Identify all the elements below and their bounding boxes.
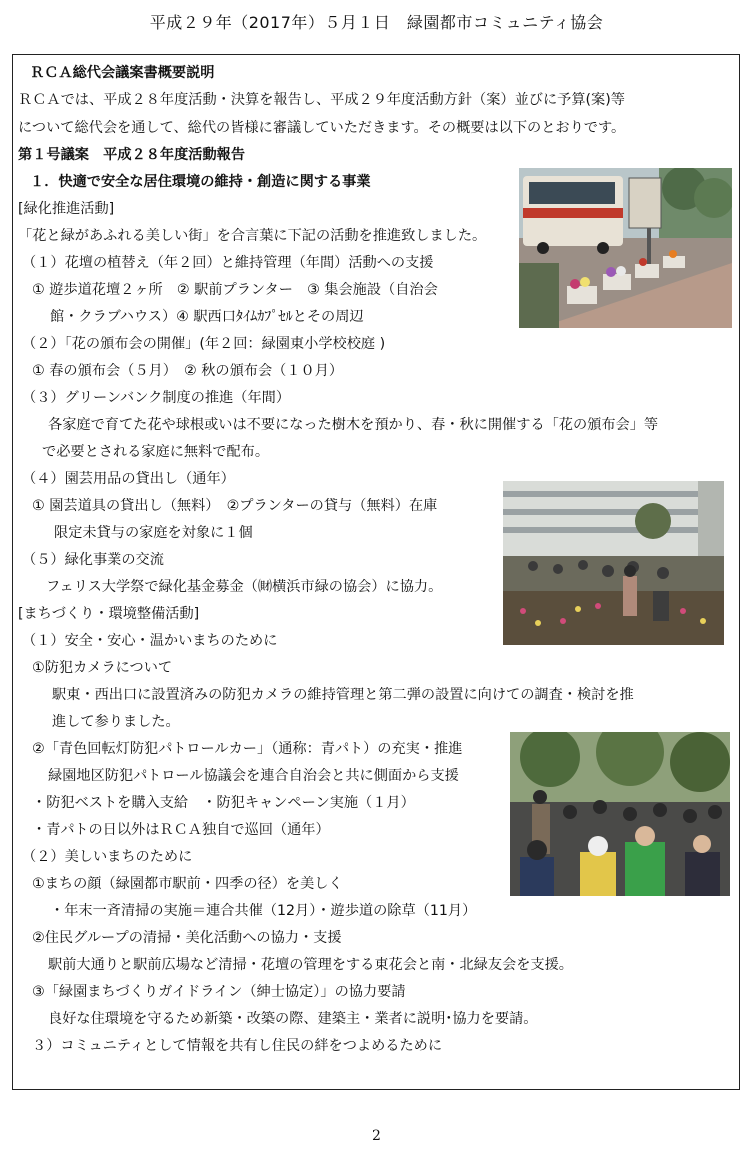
green-bank-desc-2: で必要とされる家庭に無料で配布。 (42, 444, 270, 460)
flower-fair-photo (503, 481, 724, 645)
tool-lending-desc-2: 限定未貸与の家庭を対象に１個 (54, 525, 253, 541)
intro-line-2: について総代会を通して、総代の皆様に審議していただきます。その概要は以下のとおりです。 (18, 120, 626, 136)
item-exchange: （５）緑化事業の交流 (22, 552, 164, 568)
item-station-face: ①まちの顔（緑園都市駅前・四季の径）を美しく (32, 876, 343, 892)
item-patrol-car: ②「青色回転灯防犯パトロールカー」（通称：青パト）の充実・推進 (32, 741, 463, 757)
page-header: 平成２９年（2017年）５月１日 緑園都市コミュニティ協会 (149, 13, 604, 32)
agenda-1-title: 第１号議案 平成２８年度活動報告 (18, 147, 246, 163)
greening-heading: [緑化推進活動] (18, 201, 115, 217)
resident-groups-desc: 駅前大通りと駅前広場など清掃・花壇の管理をする東花会と南・北緑友会を支援。 (48, 957, 573, 973)
patrol-desc-2: ・防犯ベストを購入支給 ・防犯キャンペーン実施（１月） (32, 795, 415, 811)
green-bank-desc-1: 各家庭で育てた花や球根或いは不要になった樹木を預かり、春・秋に開催する「花の頒布会」等 (48, 417, 659, 433)
section-title: ＲＣＡ総代会議案書概要説明 (30, 65, 215, 81)
town-heading: [まちづくり・環境整備活動] (18, 606, 200, 622)
camera-desc-1: 駅東・西出口に設置済みの防犯カメラの維持管理と第二弾の設置に向けての調査・検討を推 (52, 687, 634, 703)
item-beautiful: （２）美しいまちのために (22, 849, 193, 865)
patrol-desc-1: 緑園地区防犯パトロール協議会を連合自治会と共に側面から支援 (48, 768, 459, 784)
item-flower-fair: （２）「花の頒布会の開催」(年２回：緑園東小学校校庭 ) (22, 336, 386, 352)
item-safety: （１）安全・安心・温かいまちのために (22, 633, 278, 649)
item-community-info: ３）コミュニティとして情報を共有し住民の絆をつよめるために (32, 1038, 443, 1054)
greening-slogan: 「花と緑があふれる美しい街」を合言葉に下記の活動を推進致しました。 (18, 228, 487, 244)
project-1-title: １．快適で安全な居住環境の維持・創造に関する事業 (30, 174, 371, 190)
bus-stop-flowers-photo (519, 168, 732, 328)
item-resident-groups: ②住民グループの清掃・美化活動への協力・支援 (32, 930, 342, 946)
item-green-bank: （３）グリーンバンク制度の推進（年間） (22, 390, 291, 406)
item-camera: ①防犯カメラについて (32, 660, 173, 676)
item-flowerbed-sites-1: ① 遊歩道花壇２ヶ所 ② 駅前プランター ③ 集会施設（自治会 (32, 282, 438, 298)
page-number: 2 (372, 1128, 381, 1144)
intro-line-1: ＲＣＡでは、平成２８年度活動・決算を報告し、平成２９年度活動方針（案）並びに予算(案)等 (18, 92, 625, 108)
item-flowerbed-sites-2: 館・クラブハウス）④ 駅西口ﾀｲﾑｶﾌﾟｾﾙとその周辺 (50, 309, 364, 325)
patrol-desc-3: ・青パトの日以外はＲＣＡ独自で巡回（通年） (32, 822, 330, 838)
exchange-desc: フェリス大学祭で緑化基金募金（㈶横浜市緑の協会）に協力。 (46, 579, 443, 595)
station-face-desc: ・年末一斉清掃の実施＝連合共催（12月）・遊歩道の除草（11月） (50, 903, 477, 919)
patrol-gathering-photo (510, 732, 730, 896)
item-flower-fair-dates: ① 春の頒布会（５月） ② 秋の頒布会（１０月） (32, 363, 344, 379)
guideline-desc: 良好な住環境を守るため新築・改築の際、建築主・業者に説明･協力を要請。 (48, 1011, 538, 1027)
item-flowerbed: （１）花壇の植替え（年２回）と維持管理（年間）活動への支援 (22, 255, 434, 271)
item-guideline: ③「緑園まちづくりガイドライン（紳士協定）」の協力要請 (32, 984, 406, 1000)
camera-desc-2: 進して参りました。 (52, 714, 180, 730)
tool-lending-desc-1: ① 園芸道具の貸出し（無料） ②プランターの貸与（無料）在庫 (32, 498, 438, 514)
item-tool-lending: （４）園芸用品の貸出し（通年） (22, 471, 235, 487)
